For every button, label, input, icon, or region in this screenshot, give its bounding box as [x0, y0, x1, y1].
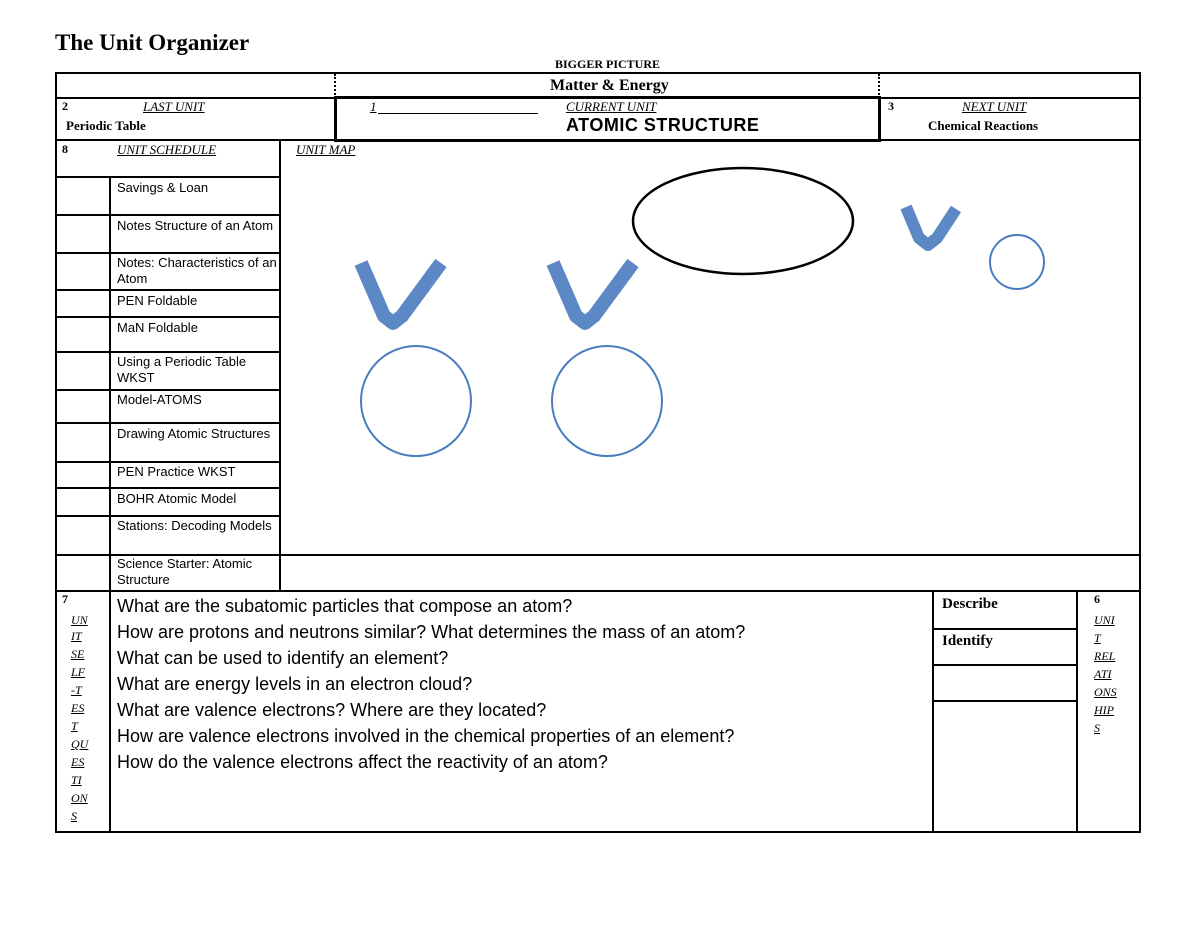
- label-fragment: TI: [71, 773, 82, 787]
- label-fragment: REL: [1094, 649, 1116, 663]
- schedule-item: Science Starter: Atomic Structure: [117, 556, 253, 587]
- last-unit-label: LAST UNIT: [143, 99, 205, 114]
- self-test-number: 7: [62, 592, 68, 606]
- schedule-item: Notes Structure of an Atom: [117, 218, 274, 233]
- unit-schedule-number: 8: [62, 142, 68, 156]
- current-unit-label: CURRENT UNIT: [566, 99, 657, 114]
- self-test-question: How are valence electrons involved in the chemical properties of an element?: [117, 726, 735, 746]
- unit-map-label: UNIT MAP: [296, 142, 356, 157]
- schedule-item: PEN Foldable: [117, 293, 198, 308]
- concept-circle: [552, 346, 662, 456]
- schedule-item: PEN Practice WKST: [117, 464, 236, 479]
- bigger-picture-label: BIGGER PICTURE: [555, 57, 661, 71]
- label-fragment: -T: [71, 683, 82, 697]
- label-fragment: ES: [71, 755, 85, 769]
- schedule-item: Stations: Decoding Models: [117, 518, 272, 533]
- schedule-item: Using a Periodic Table WKST: [117, 354, 247, 385]
- connector-icon: [906, 207, 956, 245]
- page-title: The Unit Organizer: [55, 30, 250, 55]
- label-fragment: IT: [71, 629, 82, 643]
- self-test-question: How are protons and neutrons similar? What determines the mass of an atom?: [117, 622, 746, 642]
- schedule-item: BOHR Atomic Model: [117, 491, 237, 506]
- relationships-number: 6: [1094, 592, 1100, 606]
- relationship-describe: Describe: [942, 596, 998, 612]
- label-fragment: S: [71, 809, 77, 823]
- label-fragment: ES: [71, 701, 85, 715]
- label-fragment: LF: [71, 665, 86, 679]
- last-unit-number: 2: [62, 99, 68, 113]
- label-fragment: T: [1094, 631, 1101, 645]
- label-fragment: QU: [71, 737, 89, 751]
- label-fragment: T: [71, 719, 78, 733]
- concept-circle: [361, 346, 471, 456]
- label-fragment: SE: [71, 647, 85, 661]
- label-fragment: UN: [71, 613, 88, 627]
- label-fragment: ATI: [1094, 667, 1112, 681]
- schedule-item: Savings & Loan: [117, 180, 209, 195]
- current-unit-number: 1: [370, 99, 377, 114]
- main-concept-oval: [633, 168, 853, 274]
- bigger-picture-value: Matter & Energy: [550, 77, 669, 94]
- self-test-question: What are valence electrons? Where are they located?: [117, 700, 547, 720]
- self-test-question: What can be used to identify an element?: [117, 648, 449, 668]
- self-test-question: What are energy levels in an electron cloud?: [117, 674, 473, 694]
- unit-map-diagram: [281, 141, 1138, 553]
- current-unit-value: ATOMIC STRUCTURE: [566, 115, 760, 135]
- label-fragment: HIP: [1094, 703, 1114, 717]
- schedule-item: Drawing Atomic Structures: [117, 426, 271, 441]
- self-test-question: What are the subatomic particles that compose an atom?: [117, 596, 573, 616]
- schedule-item: Notes: Characteristics of an Atom: [117, 255, 277, 286]
- next-unit-number: 3: [888, 99, 894, 113]
- label-fragment: UNI: [1094, 613, 1115, 627]
- concept-circle: [990, 235, 1044, 289]
- connector-icon: [361, 263, 441, 323]
- last-unit-value: Periodic Table: [66, 118, 146, 133]
- schedule-item: Model-ATOMS: [117, 392, 202, 407]
- schedule-item: MaN Foldable: [117, 320, 198, 335]
- label-fragment: ON: [71, 791, 88, 805]
- label-fragment: ONS: [1094, 685, 1117, 699]
- connector-icon: [553, 263, 633, 323]
- unit-schedule-label: UNIT SCHEDULE: [117, 142, 217, 157]
- label-fragment: S: [1094, 721, 1100, 735]
- next-unit-value: Chemical Reactions: [928, 118, 1039, 133]
- relationship-identify: Identify: [942, 633, 993, 649]
- next-unit-label: NEXT UNIT: [962, 99, 1027, 114]
- self-test-question: How do the valence electrons affect the reactivity of an atom?: [117, 752, 608, 772]
